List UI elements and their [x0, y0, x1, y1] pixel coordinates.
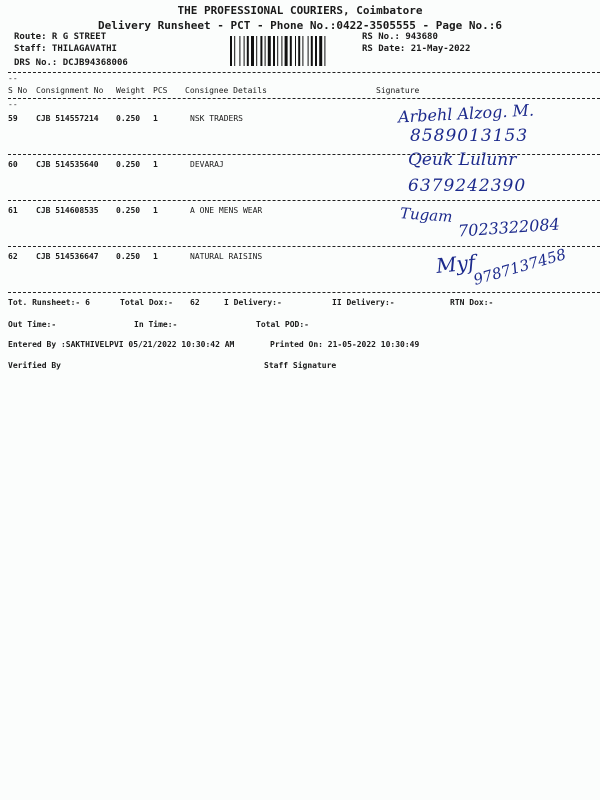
ii-delivery: II Delivery:-: [332, 298, 395, 307]
row-consignment: CJB 514557214: [36, 114, 99, 123]
barcode-bar: [311, 36, 313, 66]
route: Route: R G STREET: [14, 32, 107, 42]
row-weight: 0.250: [116, 206, 141, 215]
row-sno: 59: [8, 114, 18, 123]
signature-phone: 8589013153: [410, 126, 529, 146]
barcode-bar: [239, 36, 240, 66]
total-dox-value: 62: [190, 298, 200, 307]
col-consignment: Consignment No: [36, 86, 104, 95]
barcode-bar: [319, 36, 322, 66]
staff: Staff: THILAGAVATHI: [14, 44, 117, 54]
entered-by: Entered By :SAKTHIVELPVI 05/21/2022 10:30:42 AM: [8, 340, 235, 349]
separator-mark: --: [8, 74, 18, 83]
barcode-bar: [302, 36, 303, 66]
row-consignment: CJB 514608535: [36, 206, 99, 215]
row-pcs: 1: [153, 252, 158, 261]
barcode: [230, 36, 348, 66]
company-name: THE PROFESSIONAL COURIERS, Coimbatore: [177, 4, 423, 17]
signature-phone: 7023322084: [457, 214, 561, 241]
row-consignee: A ONE MENS WEAR: [190, 206, 263, 215]
barcode-bar: [247, 36, 249, 66]
row-weight: 0.250: [116, 114, 141, 123]
row-consignment: CJB 514536647: [36, 252, 99, 261]
signature-phone: 6379242390: [408, 176, 527, 196]
rs-number: RS No.: 943680: [362, 32, 438, 42]
drs-number: DRS No.: DCJB94368006: [14, 58, 128, 68]
barcode-bar: [285, 36, 288, 66]
barcode-bar: [260, 36, 262, 66]
i-delivery: I Delivery:-: [224, 298, 282, 307]
runsheet-title: Delivery Runsheet - PCT - Phone No.:0422-3505555 - Page No.:6: [98, 19, 502, 32]
total-dox-label: Total Dox:-: [120, 298, 173, 307]
in-time: In Time:-: [134, 320, 178, 329]
rs-date: RS Date: 21-May-2022: [362, 44, 471, 54]
row-consignee: NSK TRADERS: [190, 114, 243, 123]
barcode-bar: [265, 36, 266, 66]
col-sno: S No: [8, 86, 28, 95]
row-pcs: 1: [153, 160, 158, 169]
row-pcs: 1: [153, 206, 158, 215]
rtn-dox: RTN Dox:-: [450, 298, 494, 307]
col-signature: Signature: [376, 86, 420, 95]
signature-name: Qeuk Lulunr: [408, 150, 517, 170]
out-time: Out Time:-: [8, 320, 57, 329]
row-pcs: 1: [153, 114, 158, 123]
barcode-bar: [230, 36, 232, 66]
row-sno: 60: [8, 160, 18, 169]
row-consignment: CJB 514535640: [36, 160, 99, 169]
signature-name: Tugam: [399, 204, 454, 226]
barcode-bar: [273, 36, 275, 66]
signature-phone: 9787137458: [471, 245, 569, 289]
row-sno: 61: [8, 206, 18, 215]
row-sno: 62: [8, 252, 18, 261]
row-weight: 0.250: [116, 160, 141, 169]
col-weight: Weight: [116, 86, 145, 95]
barcode-bar: [324, 36, 325, 66]
barcode-bar: [295, 36, 296, 66]
tot-runsheet: Tot. Runsheet:- 6: [8, 298, 90, 307]
barcode-bar: [315, 36, 317, 66]
row-consignee: DEVARAJ: [190, 160, 224, 169]
staff-signature: Staff Signature: [264, 361, 337, 370]
barcode-bar: [244, 36, 245, 66]
printed-on: Printed On: 21-05-2022 10:30:49: [270, 340, 420, 349]
separator-mark: --: [8, 100, 18, 109]
signature-name: Arbehl Alzog. M.: [397, 100, 535, 127]
row-weight: 0.250: [116, 252, 141, 261]
verified-by: Verified By: [8, 361, 61, 370]
barcode-bar: [277, 36, 278, 66]
barcode-bar: [290, 36, 292, 66]
col-pcs: PCS: [153, 86, 168, 95]
signature-name: Myf: [434, 250, 477, 278]
barcode-bar: [234, 36, 235, 66]
barcode-bar: [298, 36, 300, 66]
row-consignee: NATURAL RAISINS: [190, 252, 263, 261]
barcode-bar: [308, 36, 309, 66]
barcode-bar: [268, 36, 271, 66]
col-consignee: Consignee Details: [185, 86, 267, 95]
barcode-bar: [281, 36, 282, 66]
barcode-bar: [256, 36, 257, 66]
barcode-bar: [251, 36, 254, 66]
total-pod: Total POD:-: [256, 320, 309, 329]
